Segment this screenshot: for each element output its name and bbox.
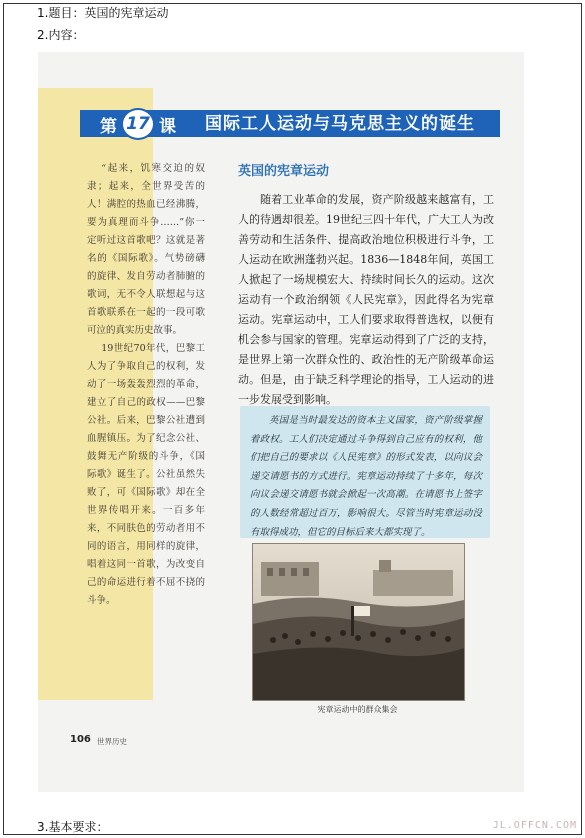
lesson-number-badge: 17: [121, 108, 155, 140]
body-text: [238, 190, 494, 410]
page-label: 世界历史: [97, 737, 127, 746]
photo-caption: 宪章运动中的群众集会: [317, 705, 398, 714]
sidebar-paragraph: 19世纪70年代，巴黎工人为了争取自己的权利，发动了一场轰轰烈烈的革命，建立了自己的政权——巴黎公社。后来，巴黎公社遭到血腥镇压。为了纪念公社、鼓舞无产阶级的斗争，《国际歌》诞生了。公社虽然失败了，可《国际歌》却在全世界传唱开来。一百多年来，不同肤色的劳动者用不同的语言，用同样的旋律，唱着这同一首歌，为改变自己的命运进行着不屈不挠的斗争。: [87, 343, 205, 606]
sidebar-paragraph: “起来，饥寒交迫的奴隶；起来，全世界受苦的人！满腔的热血已经沸腾，要为真理而斗争……”你一定听过这首歌吧？这就是著名的《国际歌》。气势磅礴的旋律、发自劳动者肺腑的歌词，无不令人联想起与这首歌联系在一起的一段可歌可泣的真实历史故事。: [87, 163, 205, 336]
body-paragraph: 随着工业革命的发展，资产阶级越来越富有，工人的待遇却很差。19世纪三四十年代，广大工人为改善劳动和生活条件、提高政治地位积极进行斗争，工人运动在欧洲蓬勃兴起。1836—1848年间，英国工人掀起了一场规模宏大、持续时间长久的运动。这次运动有一个政治纲领《人民宪章》，因此得名为宪章运动。宪章运动中，工人们要求取得普选权，以便有机会参与国家的管理。宪章运动得到了广泛的支持，是世界上第一次群众性的、政治性的无产阶级革命运动。但是，由于缺乏科学理论的指导，工人运动的进一步发展受到影响。: [238, 193, 494, 406]
lesson-suffix: 课: [159, 116, 176, 137]
lesson-prefix: 第: [100, 116, 117, 137]
lesson-title: 国际工人运动与马克思主义的诞生: [205, 114, 475, 134]
info-paragraph: 英国是当时最发达的资本主义国家，资产阶级掌握着政权。工人们决定通过斗争得到自己应有的权利，他们把自己的要求以《人民宪章》的形式发表，以向议会递交请愿书的方式进行。宪章运动持续了十多年，每次向议会递交请愿书就会掀起一次高潮。在请愿书上签字的人数经常超过百万，影响很大。尽管当时宪章运动没有取得成功，但它的目标后来大都实现了。: [250, 415, 482, 538]
lesson-label: [100, 111, 176, 137]
basic-requirements-label: 3.基本要求：: [37, 820, 109, 834]
crowd-illustration: [253, 544, 464, 700]
sidebar-text: [87, 160, 205, 610]
page-number: 106: [70, 734, 91, 745]
watermark: JL.OFFCN.COM: [492, 820, 577, 831]
question-title: 1.题目：英国的宪章运动: [37, 6, 169, 20]
crowd-photo: [252, 543, 465, 701]
question-content-label: 2.内容：: [37, 28, 85, 42]
info-box-text: [250, 412, 482, 542]
section-title: 英国的宪章运动: [238, 164, 330, 179]
